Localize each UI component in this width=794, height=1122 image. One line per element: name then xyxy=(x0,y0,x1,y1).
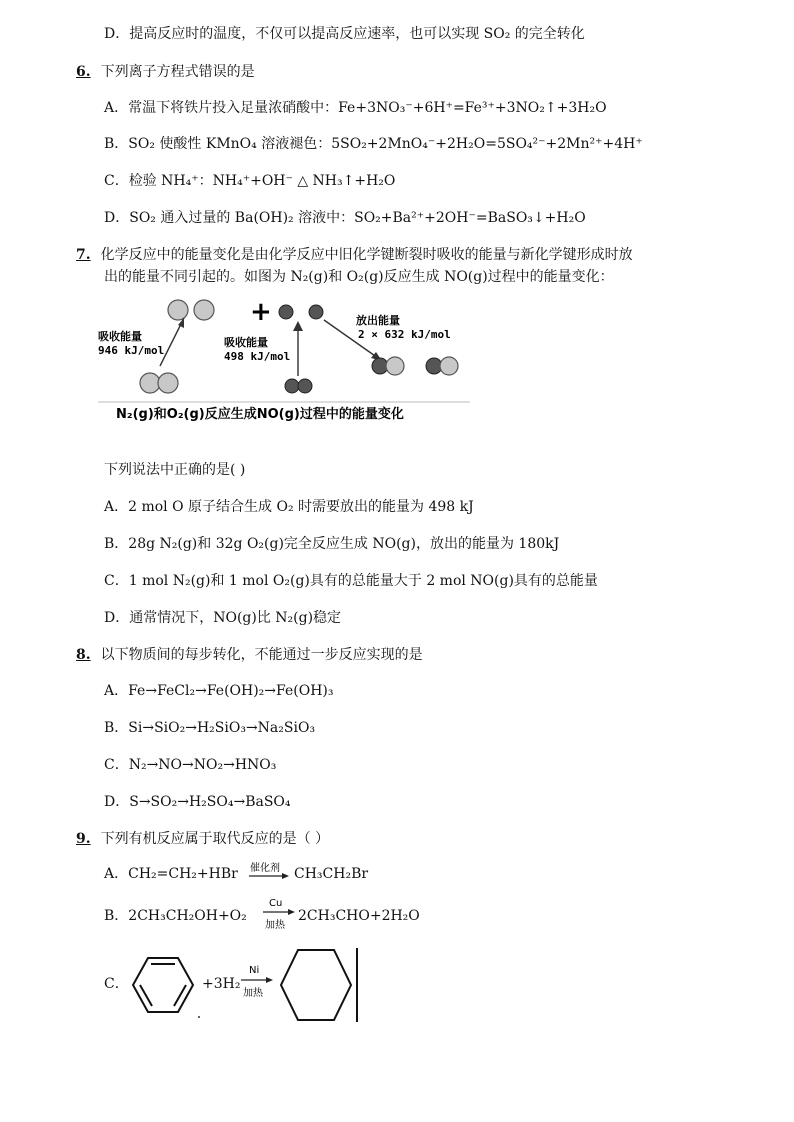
o-atom-top-1 xyxy=(279,305,293,319)
n2-atom-1 xyxy=(140,373,160,393)
q8-option-b: B．Si→SiO₂→H₂SiO₃→Na₂SiO₃ xyxy=(104,720,316,736)
o2-atom-1 xyxy=(285,379,299,393)
cyclohexane-ring xyxy=(278,947,354,1023)
o2-atom-2 xyxy=(298,379,312,393)
no-molecule-1-n xyxy=(386,357,404,375)
condition-arrow-cu xyxy=(262,895,296,933)
stray-dot xyxy=(198,1016,200,1018)
n-atom-top-2 xyxy=(194,300,214,320)
absorb-label-left: 吸收能量 xyxy=(98,330,142,343)
condition-arrow-catalyst xyxy=(248,860,290,888)
q7-question: 下列说法中正确的是( ) xyxy=(104,462,246,478)
q9-option-b-right: 2CH₃CHO+2H₂O xyxy=(298,908,420,924)
n-atom-top-1 xyxy=(168,300,188,320)
q6-option-d: D．SO₂ 通入过量的 Ba(OH)₂ 溶液中：SO₂+Ba²⁺+2OH⁻=BaSO₃↓+H₂O xyxy=(104,210,586,226)
arrow-mid-head xyxy=(293,321,303,331)
figure-caption: N₂(g)和O₂(g)反应生成NO(g)过程中的能量变化 xyxy=(116,407,404,422)
q9-stem: 9. 下列有机反应属于取代反应的是（ ） xyxy=(76,831,330,847)
absorb-value-mid: 498 kJ/mol xyxy=(224,350,291,363)
energy-diagram xyxy=(98,294,472,426)
question-number: 7. xyxy=(76,247,91,263)
catalyst-label: 催化剂 xyxy=(250,863,280,874)
q7-option-c: C．1 mol N₂(g)和 1 mol O₂(g)具有的总能量大于 2 mol NO(g)具有的总能量 xyxy=(104,573,598,589)
cu-label: Cu xyxy=(269,898,283,909)
q8-option-d: D．S→SO₂→H₂SO₄→BaSO₄ xyxy=(104,794,291,810)
ni-label: Ni xyxy=(249,965,260,976)
q5-option-d: D．提高反应时的温度，不仅可以提高反应速率，也可以实现 SO₂ 的完全转化 xyxy=(104,26,585,42)
benzene-ring xyxy=(130,955,196,1015)
q7-stem-line2: 出的能量不同引起的。如图为 N₂(g)和 O₂(g)反应生成 NO(g)过程中的能量变化： xyxy=(104,269,614,285)
absorb-label-mid: 吸收能量 xyxy=(224,336,268,349)
q9-option-c-reagent: +3H₂ xyxy=(202,976,241,992)
q9-option-c-label: C． xyxy=(104,976,129,992)
q8-stem: 8. 以下物质间的每步转化，不能通过一步反应实现的是 xyxy=(76,647,423,663)
heat-label: 加热 xyxy=(265,920,285,931)
o-atom-top-2 xyxy=(309,305,323,319)
question-number: 6. xyxy=(76,64,91,80)
no-molecule-2-n xyxy=(440,357,458,375)
q6-option-c: C．检验 NH₄⁺：NH₄⁺+OH⁻ △ NH₃↑+H₂O xyxy=(104,173,396,189)
edge-line xyxy=(356,948,358,1022)
question-number: 8. xyxy=(76,647,91,663)
q7-option-a: A．2 mol O 原子结合生成 O₂ 时需要放出的能量为 498 kJ xyxy=(104,499,474,515)
q6-option-b: B．SO₂ 使酸性 KMnO₄ 溶液褪色：5SO₂+2MnO₄⁻+2H₂O=5SO₄²⁻+2Mn²⁺+4H⁺ xyxy=(104,136,643,152)
q6-option-a: A．常温下将铁片投入足量浓硝酸中：Fe+3NO₃⁻+6H⁺=Fe³⁺+3NO₂↑+3H₂O xyxy=(104,100,607,116)
condition-arrow-ni xyxy=(240,962,274,1002)
question-number: 9. xyxy=(76,831,91,847)
heat-label: 加热 xyxy=(243,988,263,999)
release-label: 放出能量 xyxy=(356,314,400,327)
absorb-value-left: 946 kJ/mol xyxy=(98,344,165,357)
q8-option-a: A．Fe→FeCl₂→Fe(OH)₂→Fe(OH)₃ xyxy=(104,683,334,699)
release-value: 2 × 632 kJ/mol xyxy=(358,328,451,341)
q9-option-b-left: B．2CH₃CH₂OH+O₂ xyxy=(104,908,247,924)
q6-stem: 6. 下列离子方程式错误的是 xyxy=(76,64,255,80)
n2-atom-2 xyxy=(158,373,178,393)
q7-option-b: B．28g N₂(g)和 32g O₂(g)完全反应生成 NO(g)，放出的能量为 180kJ xyxy=(104,536,560,552)
q8-option-c: C．N₂→NO→NO₂→HNO₃ xyxy=(104,757,277,773)
q7-stem-line1: 7. 化学反应中的能量变化是由化学反应中旧化学键断裂时吸收的能量与新化学键形成时放 xyxy=(76,247,633,263)
q7-option-d: D．通常情况下，NO(g)比 N₂(g)稳定 xyxy=(104,610,342,626)
plus-sign: + xyxy=(250,297,272,327)
q9-option-a-left: A．CH₂=CH₂+HBr xyxy=(104,866,238,882)
q9-option-a-right: CH₃CH₂Br xyxy=(294,866,369,882)
